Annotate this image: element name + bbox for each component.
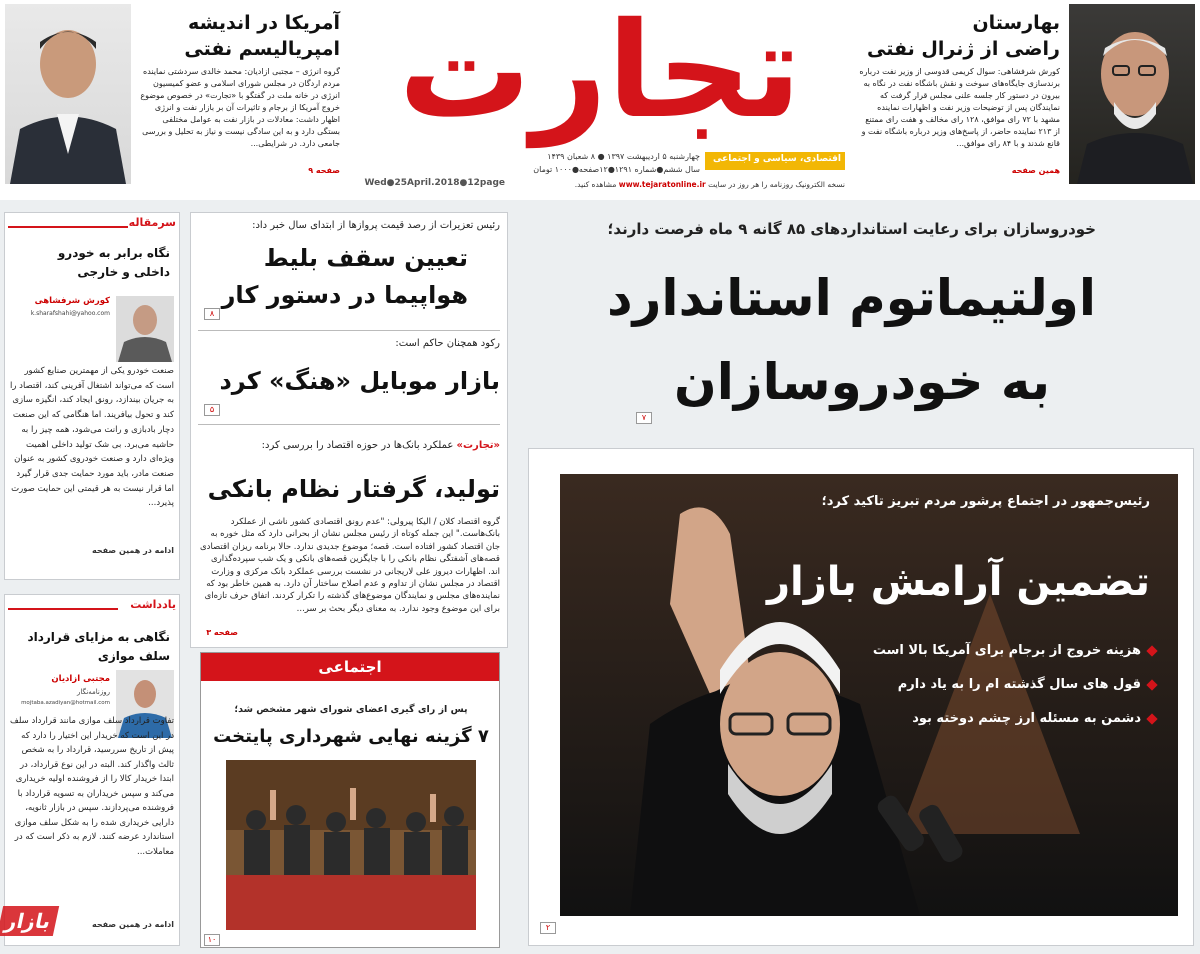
photo-story-bullet-1-text: هزینه خروج از برجام برای آمریکا بالا است xyxy=(872,643,1141,658)
council-photo xyxy=(226,760,476,930)
editorial-title[interactable]: نگاه برابر به خودرو داخلی و خارجی xyxy=(57,246,170,279)
top-left-title-line2: امپریالیسم نفتی xyxy=(184,38,340,60)
photo-story-bullet-2-text: قول های سال گذشته ام را به یاد دارم xyxy=(897,677,1141,692)
top-right-body: کورش شرفشاهی: سوال کریمی قدوسی از وزیر نفت درباره برندسازی جایگاه‌های سوخت و نقش باشگاه نفت در نگاه به بیرون در دستور کار جلسه علنی مجلس قرار گرفت که نمایندگان پس از توضیحات وزیر نفت و اظهارات نماینده مشهد با ۷۲ رای موافق، ۱۲۸ رای مخالف و هفت رای ممتنع از ۲۱۳ نماینده حاضر، از پاسخ‌های وزیر درباره باشگاه نفت و قانع شدند و با ۸۴ رای موافق... xyxy=(859,67,1060,148)
tagline: اقتصادی، سیاسی و اجتماعی xyxy=(713,154,841,164)
top-left-title[interactable] xyxy=(140,10,340,62)
editorial-email: k.sharafshahi@yahoo.com xyxy=(30,310,110,317)
top-left-title-line1: آمریکا در اندیشه xyxy=(188,12,340,34)
lead-kicker: خودروسازان برای رعایت استانداردهای ۸۵ گانه ۹ ماه فرصت دارند؛ xyxy=(607,220,1096,238)
story2-headline[interactable]: بازار موبایل «هنگ» کرد xyxy=(219,367,500,395)
diamond-bullet-icon xyxy=(1146,713,1157,724)
note-more[interactable]: ادامه در همین صفحه xyxy=(92,920,174,929)
story3-page-ref[interactable]: صفحه ۳ xyxy=(206,628,238,637)
site-note xyxy=(505,180,845,189)
editorial-author-photo xyxy=(116,296,174,362)
lead-headline-line1[interactable]: اولتیماتوم استاندارد xyxy=(606,269,1096,327)
watermark: بازار xyxy=(0,906,59,936)
portrait-photo-left xyxy=(5,4,131,184)
diamond-bullet-icon xyxy=(1146,645,1157,656)
top-right-page-ref[interactable]: همین صفحه xyxy=(1011,166,1060,175)
note-role: روزنامه‌نگار xyxy=(76,688,110,696)
portrait-right-drawing xyxy=(1069,4,1195,184)
story2-page-number[interactable]: ۵ xyxy=(204,404,220,416)
story3-kicker xyxy=(198,440,500,451)
social-kicker: پس از رای گیری اعضای شورای شهر مشخص شد؛ xyxy=(234,704,468,715)
note-email: mojtaba.azadiyan@hotmail.com xyxy=(21,700,110,706)
latin-date: Wed●25April.2018●12page xyxy=(364,178,505,188)
story2-kicker: رکود همچنان حاکم است: xyxy=(395,338,500,349)
site-note-suffix: مشاهده کنید. xyxy=(574,180,617,189)
site-url-link[interactable]: www.tejaratonline.ir xyxy=(618,180,706,189)
story1-page-number[interactable]: ۸ xyxy=(204,308,220,320)
site-note-prefix: نسخه الکترونیک روزنامه را هر روز در سایت xyxy=(708,180,845,189)
top-left-body: گروه انرژی – مجتبی ازادیان: محمد خالدی سردشتی نماینده مردم اردگان در مجلس شورای اسلامی و عضو کمیسیون انرژی در خانه ملت در گفتگو با «تجارت» در خصوص موضوع خروج آمریکا از برجام و تاثیرات آن بر بازار نفت و انرژی اظهار داشت: معادلات در بازار نفت به عوامل مختلفی بستگی دارد و به این سادگی نیست و نیاز به تحلیل و بررسی جامعی دارد. در شرایطی... xyxy=(140,67,340,148)
editorial-author-drawing xyxy=(116,296,174,362)
story3-kicker-brand: «تجارت» xyxy=(456,440,500,451)
photo-story-page-number[interactable]: ۲ xyxy=(540,922,556,934)
photo-story-kicker: رئیس‌جمهور در اجتماع پرشور مردم تبریز تاکید کرد؛ xyxy=(821,494,1150,509)
photo-story-bullet-1 xyxy=(760,634,1156,668)
note-body: تفاوت قرارداد سلف موازی مانند قرارداد سلف در این است که خریدار این اختیار را دارد که پیش از تاریخ سررسید، قرارداد را به شخص ثالث واگذار کند. البته در این نوع قرارداد، در ابتدا خریدار کالا را از فروشنده اولیه خریداری می‌کند و سپس خریداران به تسویه قرارداد با فروشنده می‌پردازند. سپس در بازار ثانویه، دارایی خریداری شده را به شکل سلف موازی استاندارد عرضه کنند. لازم به ذکر است که در معاملات... xyxy=(10,716,174,857)
issue-line: سال ششم●شماره ۱۲۹۱●۱۲صفحه●۱۰۰۰ تومان xyxy=(533,165,700,174)
story1-kicker: رئیس تعزیرات از رصد قیمت پروازها از ابتدای سال خبر داد: xyxy=(252,220,500,231)
story3-body: گروه اقتصاد کلان / الیکا پیرولی: "عدم رونق اقتصادی کشور ناشی از عملکرد بانک‌هاست." این جمله کوتاه از رئیس مجلس نشان از بحرانی دارد که مثل خوره به جان اقتصاد کشور افتاده است. قصه؛ موضوع جدیدی ندارد. حالا برنامه ریزان اقتصادی قصه‌های آشفتگی نظام بانکی را با جایگزین قصه‌های بانکی و یک شب سپرده‌گذاری اند. اظهارات دیروز علی لاریجانی در نشست بررسی عملکرد بانک مرکزی و وزارت اقتصاد در مجلس نشان از تداوم و عدم اصلاح ساختار آن دارد. به همین خاطر بود که نماینده‌های مجلس و نمایندگان موضوع‌های گذشته را تکرار کردند. اتفاق حرف تازه‌ای برای این موضوع وجود ندارد. به معنای دیگر بحث بر سر... xyxy=(200,517,500,614)
editorial-section-label: سرمقاله xyxy=(128,216,176,229)
photo-story-bullet-3-text: دشمن به مسئله ارز چشم دوخته بود xyxy=(912,711,1141,726)
logo[interactable]: تجارت xyxy=(398,0,802,148)
date-line: چهارشنبه ۵ اردیبهشت ۱۳۹۷ ● ۸ شعبان ۱۴۳۹ xyxy=(547,152,700,161)
portrait-photo-right xyxy=(1069,4,1195,184)
social-banner[interactable]: اجتماعی xyxy=(201,653,499,681)
note-rule xyxy=(8,608,118,610)
top-right-title-line2: راضی از ژنرال نفتی xyxy=(866,38,1060,60)
editorial-more[interactable]: ادامه در همین صفحه xyxy=(92,546,174,555)
photo-story-bullet-3 xyxy=(760,702,1156,736)
note-author: مجتبی ازادیان xyxy=(51,674,110,684)
top-right-title-line1: بهارستان xyxy=(972,12,1060,34)
lead-headline-line2[interactable]: به خودروسازان xyxy=(674,353,1050,411)
lead-page-number[interactable]: ۷ xyxy=(636,412,652,424)
council-photo-drawing xyxy=(226,760,476,930)
photo-story-bullets xyxy=(760,634,1156,736)
note-title[interactable]: نگاهی به مزایای قرارداد سلف موازی xyxy=(27,630,170,663)
editorial-body: صنعت خودرو یکی از مهمترین صنایع کشور است که می‌تواند اشتغال آفرینی کند، اقتصاد را به جریان بیندازد، رونق ایجاد کند، انگیزه سازی کند و تحول بیافریند. اما هنگامی که این صنعت دچار بادبازی و رانت می‌شود، همه چیز را به حاشیه می‌برد. بی شک تولید داخلی اهمیت ویژه‌ای دارد و صنعت خودروی کشور به عنوان صنعت مادر، باید مورد حمایت جدی قرار گیرد اما قرار نیست به هر قیمتی این حمایت صورت پذیرد... xyxy=(10,366,174,509)
social-headline[interactable]: ۷ گزینه نهایی شهرداری پایتخت xyxy=(213,726,489,747)
editorial-author: کورش شرفشاهی xyxy=(34,296,110,306)
photo-story-headline[interactable]: تضمین آرامش بازار xyxy=(767,559,1150,605)
portrait-left-drawing xyxy=(5,4,131,184)
divider-2 xyxy=(198,424,500,425)
story1-headline[interactable]: تعیین سقف بلیط هواپیما در دستور کار xyxy=(221,244,468,309)
divider-1 xyxy=(198,330,500,331)
top-left-page-ref[interactable]: صفحه ۹ xyxy=(308,166,340,175)
editorial-rule xyxy=(8,226,128,228)
diamond-bullet-icon xyxy=(1146,679,1157,690)
note-section-label: یادداشت xyxy=(130,598,176,611)
story3-headline[interactable]: تولید، گرفتار نظام بانکی xyxy=(207,475,500,503)
top-right-title[interactable] xyxy=(858,10,1060,62)
photo-story-bullet-2 xyxy=(760,668,1156,702)
story3-kicker-text: عملکرد بانک‌ها در حوزه اقتصاد را بررسی کرد: xyxy=(261,440,454,451)
social-page-number[interactable]: ۱۰ xyxy=(204,934,220,946)
